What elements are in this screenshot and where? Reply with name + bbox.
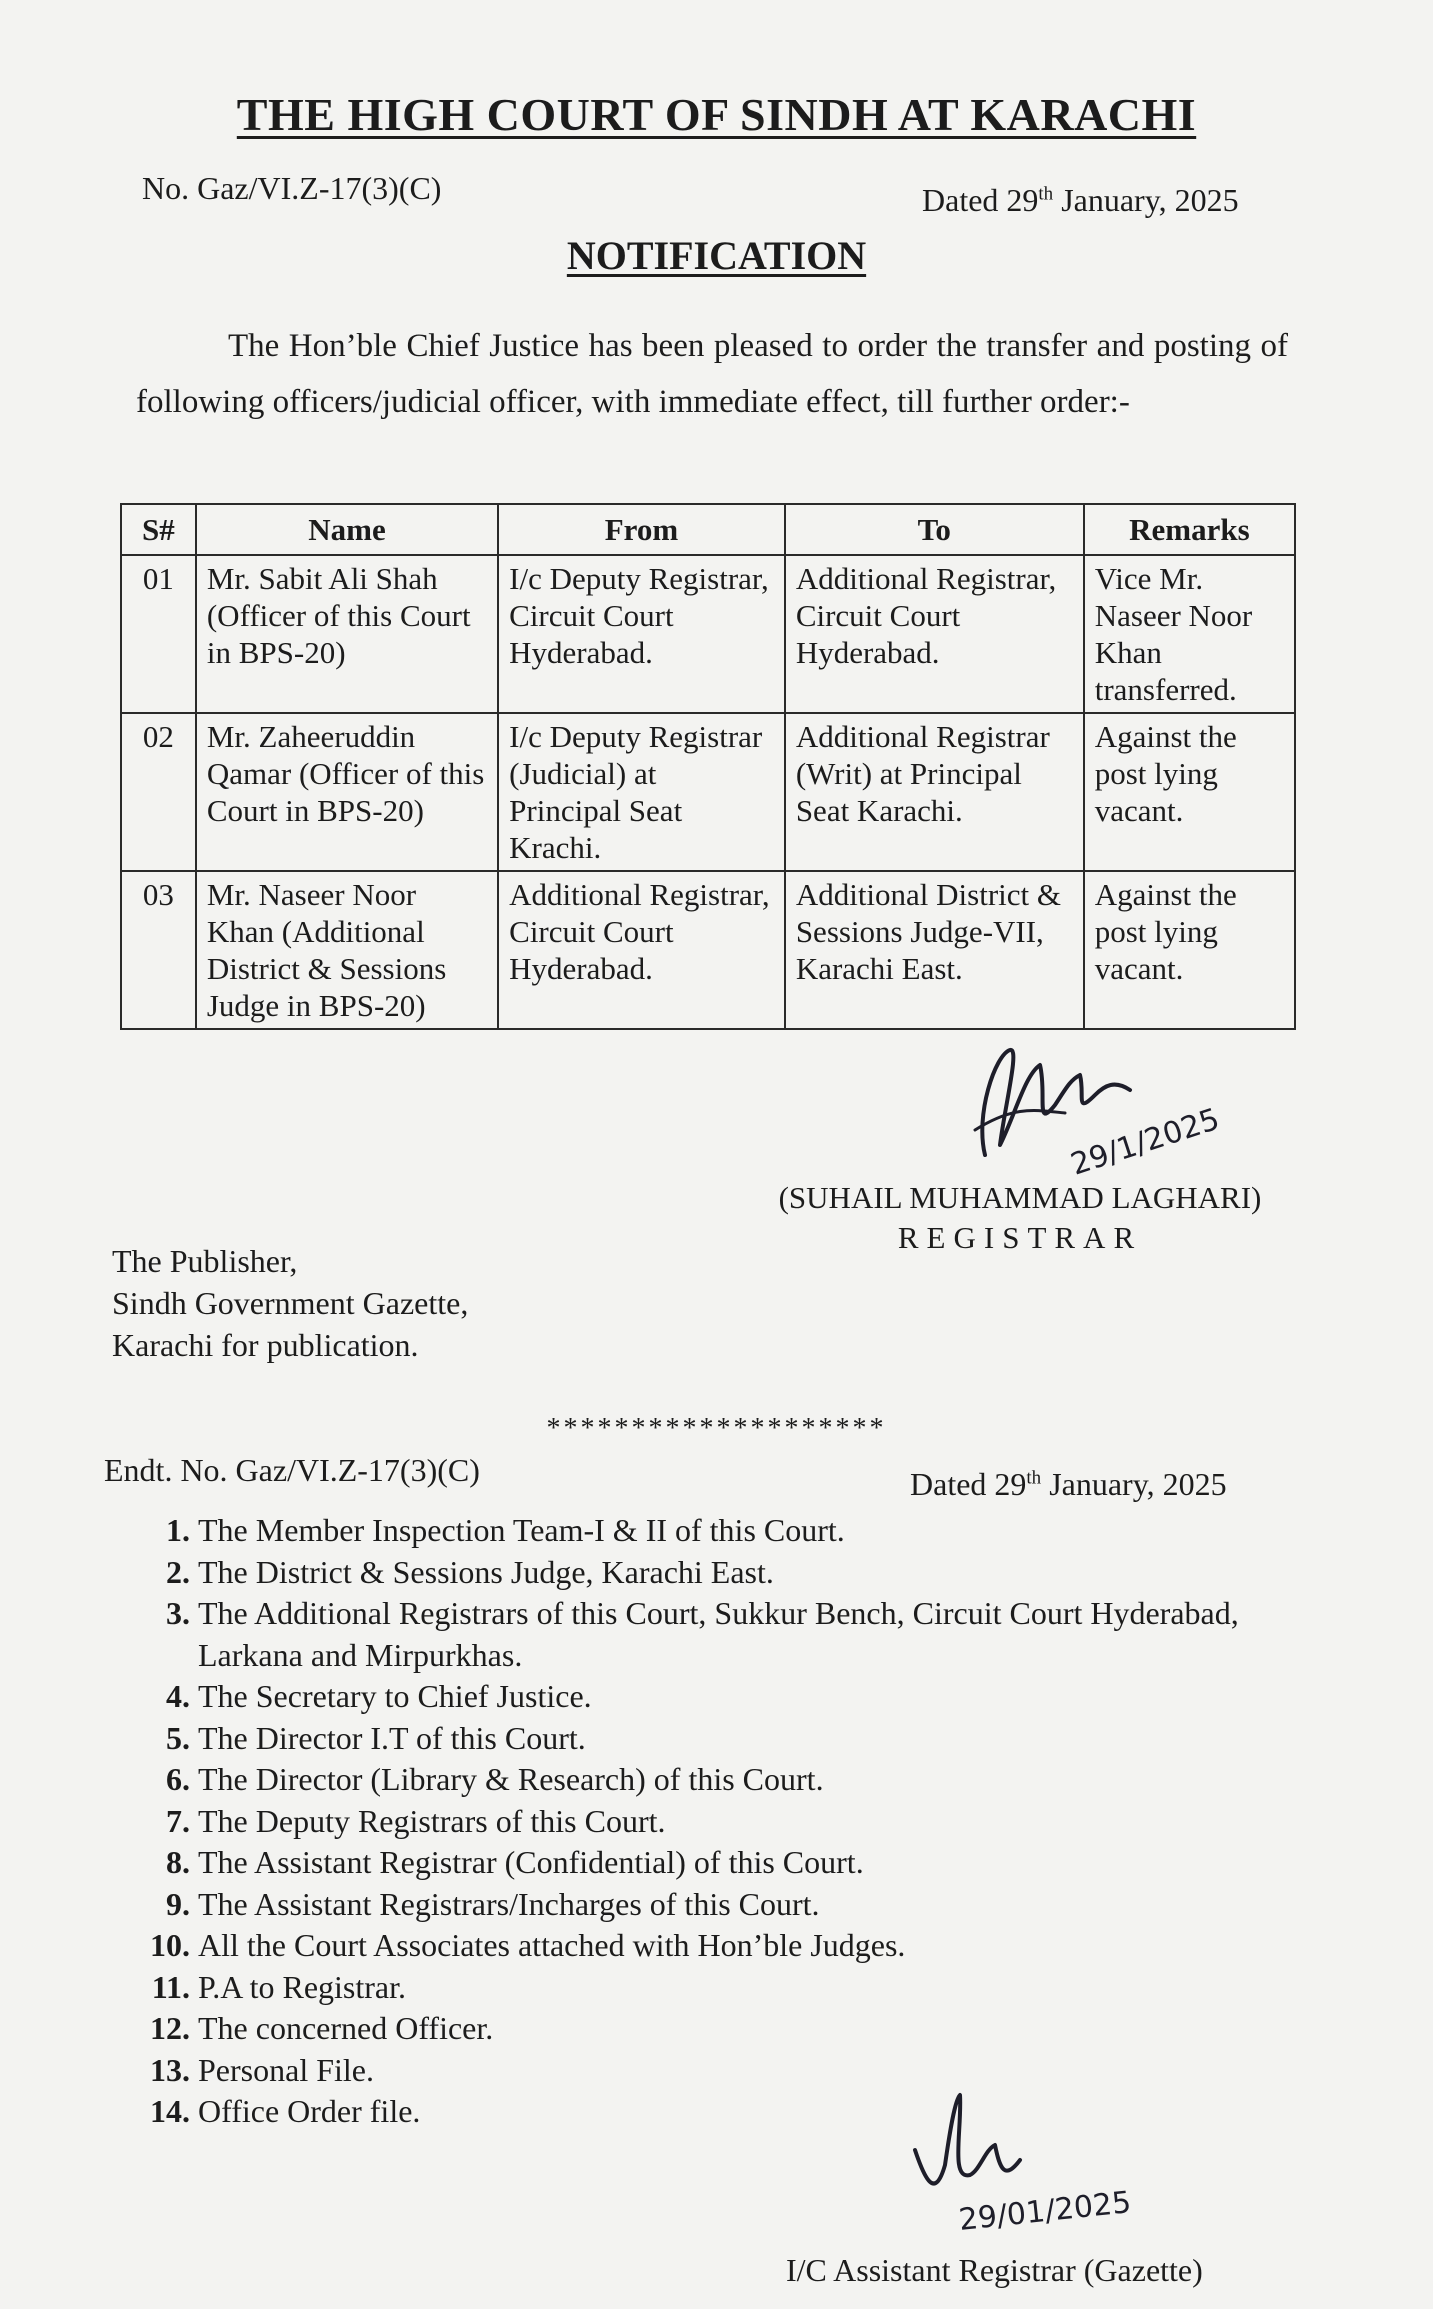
row-to: Additional Registrar (Writ) at Principal Seat Karachi. (785, 713, 1084, 871)
column-header-sn: S# (121, 504, 196, 555)
court-title: THE HIGH COURT OF SINDH AT KARACHI (236, 89, 1197, 140)
list-item: 13. Personal File. (150, 2051, 374, 2088)
copy-to-list (140, 1510, 1260, 2133)
column-header-name: Name (196, 504, 498, 555)
list-item: 3. The Additional Registrars of this Court, Sukkur Bench, Circuit Court Hyderabad, Larkana and Mirpurkhas. (166, 1595, 1239, 1673)
list-item: 7. The Deputy Registrars of this Court. (166, 1802, 666, 1839)
list-item: 10. All the Court Associates attached with Hon’ble Judges. (150, 1927, 906, 1963)
reference-number: No. Gaz/VI.Z-17(3)(C) (142, 170, 442, 206)
row-from: Additional Registrar, Circuit Court Hyderabad. (498, 871, 785, 1029)
endorsement-date: Dated 29th January, 2025 (910, 1466, 1227, 1502)
list-item: 5. The Director I.T of this Court. (166, 1719, 586, 1756)
list-item: 14. Office Order file. (150, 2093, 421, 2129)
publisher-address: The Publisher, Sindh Government Gazette, Karachi for publication. (112, 1243, 469, 1363)
row-remarks: Against the post lying vacant. (1084, 713, 1295, 871)
row-remarks: Vice Mr. Naseer Noor Khan transferred. (1084, 555, 1295, 713)
column-header-to: To (785, 504, 1084, 555)
table-row (121, 713, 1295, 871)
endorser-signature-date: 29/01/2025 (957, 2185, 1133, 2238)
table-header-row (121, 504, 1295, 555)
separator: ******************** (546, 1413, 887, 1444)
table-row (121, 555, 1295, 713)
row-serial: 03 (121, 871, 196, 1029)
row-serial: 02 (121, 713, 196, 871)
list-item: 1. The Member Inspection Team-I & II of this Court. (166, 1512, 845, 1548)
list-item: 2. The District & Sessions Judge, Karachi East. (166, 1553, 774, 1590)
row-name: Mr. Naseer Noor Khan (Additional District & Sessions Judge in BPS-20) (196, 871, 498, 1029)
signatory-name: (SUHAIL MUHAMMAD LAGHARI) (778, 1180, 1262, 1215)
notification-intro: The Hon’ble Chief Justice has been pleased to order the transfer and posting of following officers/judicial officer, with immediate effect, till further order:- (136, 328, 1288, 420)
row-remarks: Against the post lying vacant. (1084, 871, 1295, 1029)
registrar-signature (955, 1035, 1315, 1185)
row-name: Mr. Sabit Ali Shah (Officer of this Court in BPS-20) (196, 555, 498, 713)
row-to: Additional Registrar, Circuit Court Hyderabad. (785, 555, 1084, 713)
row-name: Mr. Zaheeruddin Qamar (Officer of this Court in BPS-20) (196, 713, 498, 871)
signatory-designation: REGISTRAR (897, 1220, 1143, 1255)
row-serial: 01 (121, 555, 196, 713)
row-from: I/c Deputy Registrar, Circuit Court Hyderabad. (498, 555, 785, 713)
list-item: 11. P.A to Registrar. (151, 1968, 407, 2005)
table-row (121, 871, 1295, 1029)
registrar-signature-date: 29/1/2025 (1066, 1101, 1224, 1183)
endorser-signature (900, 2090, 1200, 2250)
endorser-designation: I/C Assistant Registrar (Gazette) (786, 2252, 1203, 2288)
list-item: 12. The concerned Officer. (150, 2010, 494, 2046)
list-item: 4. The Secretary to Chief Justice. (166, 1678, 592, 1714)
notification-heading: NOTIFICATION (566, 233, 867, 278)
list-item: 9. The Assistant Registrars/Incharges of this Court. (166, 1885, 820, 1922)
column-header-from: From (498, 504, 785, 555)
list-item: 6. The Director (Library & Research) of this Court. (166, 1761, 824, 1797)
postings-table (120, 503, 1296, 1030)
row-to: Additional District & Sessions Judge-VII, Karachi East. (785, 871, 1084, 1029)
notification-date: Dated 29th January, 2025 (922, 182, 1239, 218)
row-from: I/c Deputy Registrar (Judicial) at Principal Seat Krachi. (498, 713, 785, 871)
endorsement-number: Endt. No. Gaz/VI.Z-17(3)(C) (104, 1452, 480, 1488)
column-header-remarks: Remarks (1084, 504, 1295, 555)
list-item: 8. The Assistant Registrar (Confidential) of this Court. (166, 1844, 864, 1880)
